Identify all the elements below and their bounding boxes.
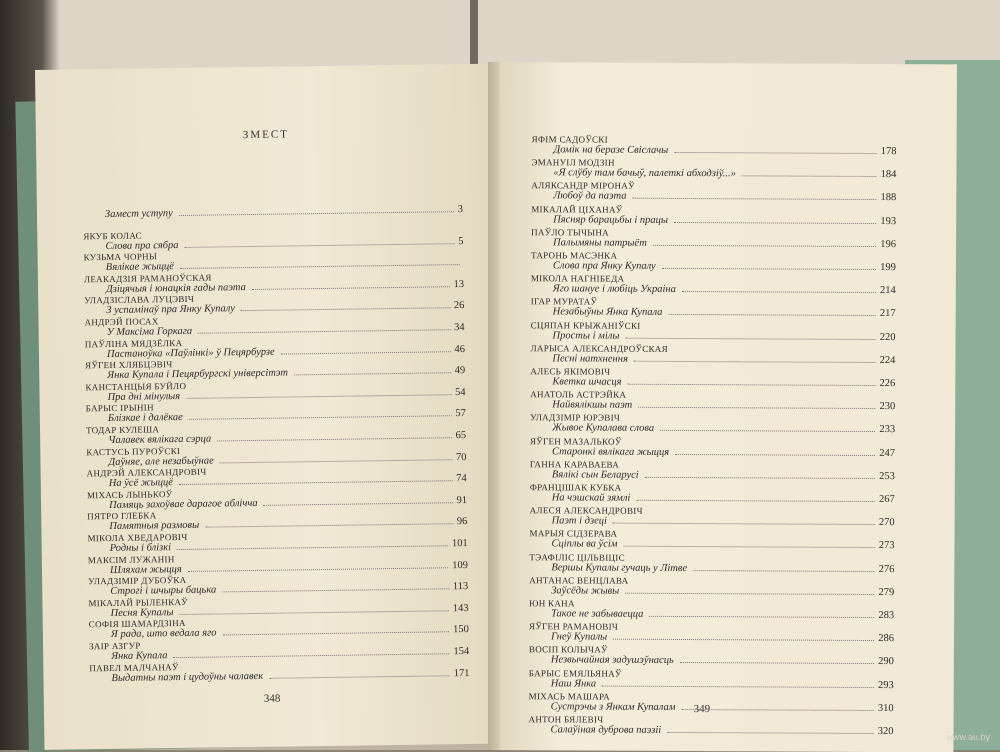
entry-title: Кветка шчасця [552, 376, 621, 387]
toc-entry [530, 413, 895, 436]
leader-dots [645, 470, 875, 479]
entry-page-number: 150 [453, 624, 469, 635]
leader-dots [675, 447, 875, 456]
entry-author: БАРЫС ІРЫНІН [86, 398, 466, 413]
entry-work-row [83, 204, 463, 220]
entry-title: Даўняе, але незабыўнае [108, 455, 213, 467]
entry-work-row [531, 237, 896, 250]
toc-entry [530, 482, 895, 505]
entry-author: МАКСІМ ЛУЖАНІН [88, 550, 468, 565]
entry-page-number: 253 [879, 471, 895, 482]
leader-dots [681, 702, 873, 711]
leader-dots [602, 678, 874, 687]
entry-page-number: 270 [879, 517, 895, 528]
entry-title: Памяць захоўвае дарагое аблічча [109, 498, 258, 511]
leader-dots [241, 301, 450, 312]
toc-entry [530, 436, 895, 459]
entry-title: Вялікае жыццё [106, 261, 174, 273]
entry-title: Сціплы ва ўсім [551, 539, 617, 550]
entry-page-number: 230 [879, 401, 895, 412]
entry-author: МІКАЛАЙ РЫЛЕНКАЎ [88, 593, 468, 608]
entry-title: Янка Купала і Пецярбургскі універсітэт [107, 368, 288, 382]
toc-entry [529, 668, 894, 691]
entry-page-number: 154 [453, 646, 469, 657]
leader-dots [613, 632, 874, 641]
entry-title: Слова пра сябра [105, 240, 178, 252]
entry-page-number: 3 [458, 204, 463, 215]
entry-author: ПАЎЛІНА МЯДЗЁЛКА [85, 334, 465, 349]
toc-entry [530, 366, 895, 389]
entry-title: Паэт і дзеці [552, 516, 607, 527]
entry-author: ЯЎГЕН ХЛЯБЦЭВІЧ [85, 355, 465, 370]
entry-page-number: 65 [456, 430, 467, 441]
entry-author: МІКАЛАЙ ЦІХАНАЎ [531, 204, 896, 216]
leader-dots [674, 215, 876, 224]
toc-entry [530, 459, 895, 482]
entry-page-number: 96 [457, 516, 468, 527]
entry-title: Янка Купала [111, 650, 167, 662]
entry-work-row [532, 144, 897, 157]
entry-title: Салаўіная дуброва паэзіі [550, 724, 661, 736]
entry-page-number: 49 [455, 365, 466, 376]
entry-work-row [529, 539, 894, 552]
toc-entry [89, 658, 469, 684]
entry-title: З успамінаў пра Янку Купалу [106, 304, 235, 317]
entry-author: МІКОЛА НАГНІБЕДА [531, 273, 896, 285]
entry-page-number: 91 [456, 495, 467, 506]
entry-author: АНДРЭЙ АЛЕКСАНДРОВІЧ [87, 463, 467, 478]
entry-page-number: 214 [880, 285, 896, 296]
entry-page-number: 279 [878, 587, 894, 598]
entry-author: УЛАДЗІМІР ЮРЭВІЧ [530, 413, 895, 425]
leader-dots [627, 377, 875, 386]
toc-entry [529, 575, 894, 598]
entry-page-number: 109 [452, 560, 468, 571]
entry-page-number: 70 [456, 452, 467, 463]
entry-page-number: 188 [881, 192, 897, 203]
right-page [488, 62, 957, 752]
entry-author: ВОСІП КОЛЫЧАЎ [529, 645, 894, 657]
toc-entry [530, 343, 895, 366]
entry-page-number: 74 [456, 473, 467, 484]
toc-entry [531, 250, 896, 273]
entry-page-number: 224 [880, 355, 896, 366]
entry-page-number: 57 [455, 408, 466, 419]
entry-title: «Я слўбу там бачыў, палеткі абходзіў...» [553, 168, 736, 180]
toc-entry [83, 204, 463, 220]
toc-entry [530, 389, 895, 412]
entry-title: Любоў да паэта [553, 191, 626, 202]
entry-title: Просты і мілы [553, 330, 620, 341]
leader-dots [634, 354, 876, 363]
entry-title: Домік на беразе Свіслачы [554, 144, 669, 156]
entry-author: АЛЕСЯ АЛЕКСАНДРОВІЧ [530, 505, 895, 517]
entry-title: Строгі і шчыры бацька [110, 585, 216, 597]
entry-title: Замест уступу [105, 208, 173, 220]
book-gutter [488, 62, 500, 750]
entry-page-number: 267 [879, 494, 895, 505]
entry-work-row [530, 515, 895, 528]
entry-page-number: 193 [880, 216, 896, 227]
entry-author: ЮН КАНА [529, 598, 894, 610]
entry-author: УЛАДЗІМІР ДУБОЎКА [88, 571, 468, 586]
entry-page-number: 5 [458, 236, 463, 247]
entry-title: На чэшскай зямлі [552, 492, 631, 503]
entry-title: Гнеў Купалы [551, 632, 607, 643]
toc-entry [528, 714, 893, 737]
entry-work-row [530, 446, 895, 459]
toc-entry [531, 204, 896, 227]
entry-work-row [531, 191, 896, 204]
entry-work-row [529, 562, 894, 575]
entry-title: Найвялікшы паэт [552, 400, 632, 411]
entry-author: УЛАДЗІСЛАВА ЛУЦЭВІЧ [84, 290, 464, 305]
entry-work-row [531, 214, 896, 227]
entry-page-number: 196 [880, 239, 896, 250]
leader-dots [680, 655, 874, 664]
leader-dots [179, 204, 454, 216]
entry-author: ФРАНЦІШАК КУБКА [530, 482, 895, 494]
entry-page-number: 46 [454, 344, 465, 355]
entry-page-number: 13 [453, 279, 464, 290]
entry-page-number: 34 [454, 322, 465, 333]
entry-title: Заўсёды жывы [551, 585, 619, 596]
entry-author: АНТАНАС ВЕНЦЛАВА [529, 575, 894, 587]
entry-title: Песня Купалы [111, 607, 174, 619]
page-number: 348 [264, 693, 281, 705]
entry-title: Жывое Купалава слова [552, 423, 654, 435]
entry-author: ІГАР МУРАТАЎ [531, 297, 896, 309]
entry-title: Незабыўны Янка Купала [553, 307, 663, 319]
leader-dots [636, 493, 875, 502]
entry-title: Старонкі вялікага жыцця [552, 446, 669, 458]
entry-title: Пра дні мінулыя [108, 391, 181, 403]
entry-author: ГАННА КАРАВАЕВА [530, 459, 895, 471]
entry-author: ПАВЕЛ МАЛЧАНАЎ [89, 658, 469, 673]
toc-entry [531, 157, 896, 180]
leader-dots [632, 191, 876, 200]
entry-page-number: 54 [455, 387, 466, 398]
entry-page-number: 26 [454, 300, 465, 311]
entry-title: Вялікі сын Беларусі [552, 469, 639, 480]
entry-author: АНАТОЛЬ АСТРЭЙКА [530, 389, 895, 401]
entry-author: АНДРЭЙ ПОСАХ [84, 312, 464, 327]
entry-title: На ўсё жыццё [109, 477, 173, 489]
entry-page-number: 320 [878, 726, 894, 737]
entry-page-number: 233 [879, 424, 895, 435]
entry-title: Пастаноўка «Паўлінкі» ў Пецярбурзе [107, 346, 275, 359]
entry-page-number: 286 [878, 633, 894, 644]
entry-page-number: 143 [453, 603, 469, 614]
entry-author: ЛЕАКАДЗІЯ РАМАНОЎСКАЯ [84, 269, 464, 284]
toc-entry [529, 552, 894, 575]
entry-work-row [531, 283, 896, 296]
leader-dots [662, 261, 876, 270]
entry-author: АЛЯКСАНДР МІРОНАЎ [531, 181, 896, 193]
entry-work-row [530, 353, 895, 366]
toc-entry [529, 691, 894, 714]
toc-entry [531, 227, 896, 250]
entry-work-row [530, 492, 895, 505]
entry-title: Слова пра Янку Купалу [553, 260, 656, 272]
entry-work-row [531, 307, 896, 320]
entry-work-row [529, 701, 894, 714]
entry-author: КАСТУСЬ ПУРОЎСКІ [86, 442, 466, 457]
entry-title: Палымяны патрыёт [553, 237, 647, 248]
toc-entry [529, 621, 894, 644]
entry-page-number: 226 [880, 378, 896, 389]
toc-entry [531, 273, 896, 296]
entry-work-row [529, 585, 894, 598]
entry-author: МІХАСЬ МАШАРА [529, 691, 894, 703]
page-number: 349 [694, 703, 711, 715]
entry-author: ЯКУБ КОЛАС [83, 226, 463, 241]
entry-title: Пясняр барацьбы і працы [553, 214, 668, 226]
entry-author: ПАЎЛО ТЫЧЫНА [531, 227, 896, 239]
entry-title: Наш Янка [551, 678, 596, 689]
entry-title: Яго шануе і любіць Украіна [553, 284, 676, 296]
leader-dots [638, 400, 875, 409]
entry-author: ЛАРЫСА АЛЕКСАНДРОЎСКАЯ [530, 343, 895, 355]
entry-title: Дзіцячыя і юнацкія гады паэта [106, 282, 246, 295]
toc-entry [529, 645, 894, 668]
entry-title: Сустрэчы з Янкам Купалам [551, 701, 676, 713]
leader-dots [281, 344, 451, 354]
leader-dots [625, 330, 875, 339]
entry-author: ЯФІМ САДОЎСКІ [532, 134, 897, 146]
entry-author: СЦЯПАН КРЫЖАНІЎСКІ [531, 320, 896, 332]
entry-work-row [531, 260, 896, 273]
entry-page-number: 113 [453, 581, 469, 592]
entry-page-number: 276 [879, 564, 895, 575]
toc-entry [531, 297, 896, 320]
entry-title: Такое не забываецца [551, 608, 643, 619]
entry-work-row [530, 469, 895, 482]
entry-author: ТЭАФІЛІС ЦІЛЬВІЦІС [529, 552, 894, 564]
entry-page-number: 293 [878, 680, 894, 691]
leader-dots [668, 307, 876, 316]
entry-work-row [531, 167, 896, 180]
entry-work-row [529, 655, 894, 668]
leader-dots [674, 145, 877, 154]
toc-entry [531, 181, 896, 204]
leader-dots [693, 563, 875, 572]
entry-work-row [528, 724, 893, 737]
entry-author: ПЯТРО ГЛЕБКА [87, 506, 467, 521]
toc-entry [530, 505, 895, 528]
entry-page-number: 199 [880, 262, 896, 273]
entry-author: АЛЕСЬ ЯКІМОВІЧ [530, 366, 895, 378]
entry-page-number: 178 [881, 146, 897, 157]
leader-dots [653, 238, 877, 247]
entry-title: Блізкае і далёкае [108, 412, 183, 424]
entry-author: СОФІЯ ШАМАРДЗІНА [89, 614, 469, 629]
entry-author: ЭМАНУІЛ МОДЗІН [531, 157, 896, 169]
entry-author: ТАРОНЬ МАСЭНКА [531, 250, 896, 262]
entry-page-number: 247 [879, 448, 895, 459]
toc-entry [532, 134, 897, 157]
toc-entry [529, 529, 894, 552]
entry-title: Родны і блізкі [110, 542, 172, 554]
leader-dots [660, 423, 875, 432]
watermark: www.au.by [946, 732, 990, 742]
leader-dots [625, 586, 874, 595]
leader-dots [294, 365, 451, 375]
entry-title: Выдатны паэт і цудоўны чалавек [111, 670, 263, 683]
entry-work-row [530, 376, 895, 389]
entry-page-number: 220 [880, 332, 896, 343]
entry-page-number: 101 [452, 538, 468, 549]
entry-page-number: 290 [878, 656, 894, 667]
entry-page-number: 217 [880, 308, 896, 319]
entry-page-number: 184 [881, 169, 897, 180]
entry-author: МІКОЛА ХВЕДАРОВІЧ [87, 528, 467, 543]
leader-dots [742, 168, 877, 177]
entry-title: Чалавек вялікага сэрца [108, 434, 211, 446]
entry-page-number: 273 [879, 540, 895, 551]
entry-title: У Максіма Горкага [107, 326, 193, 338]
contents-title: ЗМЕСТ [36, 126, 496, 144]
entry-work-row [529, 608, 894, 621]
entry-title: Шляхам жыцця [110, 564, 182, 576]
entry-author: ЯЎГЕН РАМАНОВІЧ [529, 621, 894, 633]
entry-author: АНТОН БЯЛЕВІЧ [529, 714, 894, 726]
leader-dots [649, 609, 874, 618]
entry-author: КАНСТАНЦЫЯ БУЙЛО [85, 377, 465, 392]
entry-page-number: 310 [878, 703, 894, 714]
entry-work-row [529, 631, 894, 644]
leader-dots [252, 279, 450, 290]
leader-dots [667, 725, 874, 734]
entry-title: Памятныя размовы [109, 520, 199, 532]
entry-work-row [530, 399, 895, 412]
entry-author: ТОДАР КУЛЕША [86, 420, 466, 435]
entry-title: Незвычайная задушэўнасць [551, 655, 674, 667]
entry-work-row [530, 423, 895, 436]
entry-title: Я рада, што ведала яго [111, 628, 217, 640]
toc-entry [529, 598, 894, 621]
leader-dots [613, 516, 875, 525]
leader-dots [263, 495, 452, 506]
entry-author: БАРЫС ЕМЯЛЬЯНАЎ [529, 668, 894, 680]
entry-page-number: 171 [454, 668, 470, 679]
entry-title: Вершы Купалы гучаць у Літве [551, 562, 687, 574]
leader-dots [624, 539, 875, 548]
leader-dots [682, 284, 876, 293]
entry-work-row [529, 678, 894, 691]
entry-author: МІХАСЬ ЛЫНЬКОЎ [87, 485, 467, 500]
entry-author: КУЗЬМА ЧОРНЫ [84, 247, 464, 262]
entry-page-number: 283 [878, 610, 894, 621]
toc-entry [531, 320, 896, 343]
entry-author: ЗАІР АЗГУР [89, 636, 469, 651]
entry-title: Песні натхнення [552, 353, 627, 364]
leader-dots [269, 668, 450, 679]
entry-work-row [531, 330, 896, 343]
left-page [35, 64, 504, 750]
entry-author: МАРЫЯ СІДЗЕРАВА [530, 529, 895, 541]
entry-author: ЯЎГЕН МАЗАЛЬКОЎ [530, 436, 895, 448]
